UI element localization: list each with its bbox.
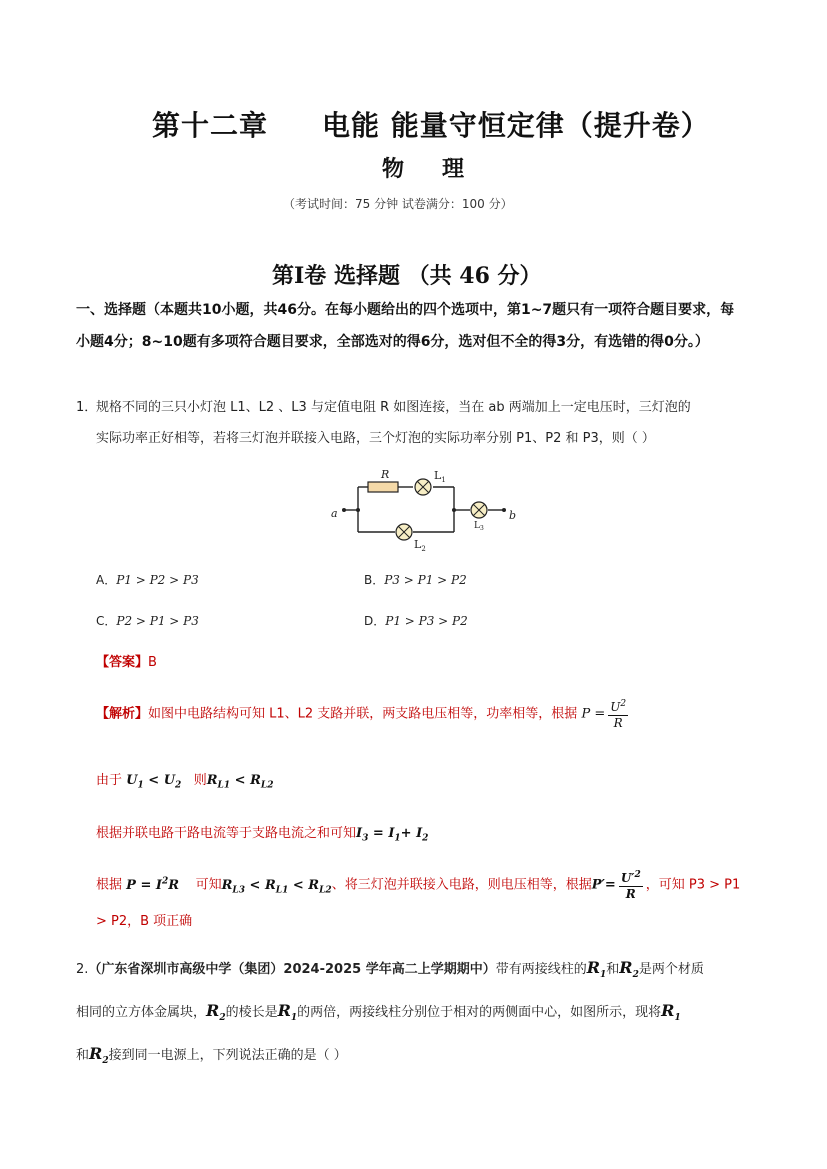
q1-option-b[interactable] — [364, 571, 467, 588]
section-instructions: 一、选择题（本题共10小题，共46分。在每小题给出的四个选项中，第1~7题只有一项符合题目要求，每小题4分；8~10题有多项符合题目要求，全部选对的得6分，选对但不全的得3分，有选错的得0分。） — [76, 302, 735, 350]
q1-analysis — [96, 697, 631, 731]
line-b-text: 根据并联电路干路电流等于支路电流之和可知 — [96, 826, 357, 841]
line-c-end: ，可知 P3 > P1 — [645, 877, 741, 893]
lamp-l3-icon — [471, 502, 487, 518]
option-letter: D． — [364, 614, 386, 628]
q1-option-d[interactable] — [364, 612, 468, 629]
answer-label: 【答案】 — [96, 655, 149, 670]
q2-line-2 — [76, 997, 681, 1032]
q1-line-c — [96, 868, 740, 902]
formula-rl1-rl2: $R_{L1} < R_{L2}$ — [206, 773, 274, 791]
q1-line-1: 规格不同的三只小灯泡 L1、L2 、L3 与定值电阻 R 如图连接，当在 ab 两端加上一定电压时，三灯泡的 — [96, 400, 691, 415]
formula-i3: $I_3 = I_1+ I_2$ — [356, 826, 429, 844]
q2-line2a: 相同的立方体金属块， — [76, 1005, 207, 1020]
q1-number: 1． — [76, 400, 98, 415]
line-a-mid: 则 — [193, 773, 207, 788]
symbol-r1: $R_1$ — [586, 958, 607, 981]
formula-p: P = — [581, 706, 606, 722]
q1-line-a — [96, 769, 273, 791]
label-l3: $L_3$ — [474, 521, 484, 532]
section-title: 第Ⅰ卷 选择题 （共 46 分） — [272, 263, 542, 289]
option-text: P3 > P1 > P2 — [384, 573, 467, 587]
formula-rl3-rl1-rl2: $R_{L3} < R_{L1} < R_{L2}$ — [221, 877, 332, 896]
lamp-l2-icon — [396, 524, 412, 540]
resistor-r — [368, 482, 398, 492]
q1-option-a[interactable] — [96, 571, 199, 588]
formula-p-i2r: $P = I^2R$ — [126, 876, 180, 893]
q2-number: 2. — [76, 962, 89, 977]
option-letter: B． — [364, 573, 385, 587]
label-a: a — [331, 507, 338, 520]
option-letter: A． — [96, 573, 117, 587]
q2-line3a: 和 — [76, 1048, 90, 1063]
q2-line-3 — [76, 1040, 347, 1075]
q2-line2c: 的两倍，两接线柱分别位于相对的两侧面中心，如图所示，现将 — [297, 1005, 662, 1020]
q1-line-b — [96, 822, 428, 844]
line-c-text: 、将三灯泡并联接入电路，则电压相等，根据 — [331, 877, 592, 893]
analysis-label: 【解析】 — [96, 706, 149, 722]
option-letter: C． — [96, 614, 117, 628]
symbol-r2: $R_2$ — [206, 1001, 226, 1024]
q2-t1: 带有两接线柱的 — [495, 962, 587, 977]
subject-title: 物理 — [382, 156, 503, 182]
line-a-prefix: 由于 — [96, 773, 123, 788]
q1-line-2: 实际功率正好相等，若将三灯泡并联接入电路，三个灯泡的实际功率分别 P1、P2 和 P3，则（ ） — [96, 431, 655, 446]
symbol-r1: $R_1$ — [661, 1001, 681, 1024]
option-text: P2 > P1 > P3 — [116, 614, 199, 628]
q2-line2b: 的棱长是 — [225, 1005, 278, 1020]
label-l1: $L_1$ — [434, 469, 446, 484]
fraction-u-prime2-r: $\frac{U'^2}{R}$ — [620, 870, 641, 901]
answer-value: B — [148, 655, 157, 670]
symbol-r2: $R_2$ — [619, 958, 639, 981]
fraction-u2-r: $\frac{U^2}{R}$ — [610, 699, 627, 730]
q2-t3: 是两个材质 — [638, 962, 704, 977]
symbol-r2: $R_2$ — [89, 1044, 109, 1067]
q2-line-1 — [76, 954, 704, 989]
formula-u1-u2: $U_1 < U_2$ — [126, 773, 182, 791]
lamp-l1-icon — [415, 479, 431, 495]
option-text: P1 > P2 > P3 — [116, 573, 199, 587]
q2-source: （广东省深圳市高级中学（集团）2024-2025 学年高二上学期期中） — [88, 962, 496, 977]
circuit-diagram — [328, 462, 528, 554]
q2-t2: 和 — [606, 962, 620, 977]
q1-answer — [96, 651, 157, 670]
option-text: P1 > P3 > P2 — [385, 614, 468, 628]
symbol-r1: $R_1$ — [277, 1001, 298, 1024]
q2-line3b: 接到同一电源上，下列说法正确的是（ ） — [108, 1048, 347, 1063]
analysis-text: 如图中电路结构可知 L1、L2 支路并联，两支路电压相等，功率相等，根据 — [148, 706, 578, 722]
formula-p-prime: P′= — [591, 877, 616, 893]
q1-line-d: > P2，B 项正确 — [96, 914, 193, 929]
q1-option-c[interactable] — [96, 612, 199, 629]
label-l2: $L_2$ — [414, 538, 426, 553]
line-c-prefix: 根据 — [96, 877, 123, 893]
page-title: 电能 能量守恒定律（提升卷） — [322, 109, 710, 142]
exam-info: （考试时间：75 分钟 试卷满分：100 分） — [283, 197, 513, 211]
label-r: R — [381, 468, 390, 481]
line-c-mid: 可知 — [195, 877, 222, 893]
label-b: b — [509, 509, 517, 522]
chapter-number: 第十二章 — [152, 109, 269, 142]
